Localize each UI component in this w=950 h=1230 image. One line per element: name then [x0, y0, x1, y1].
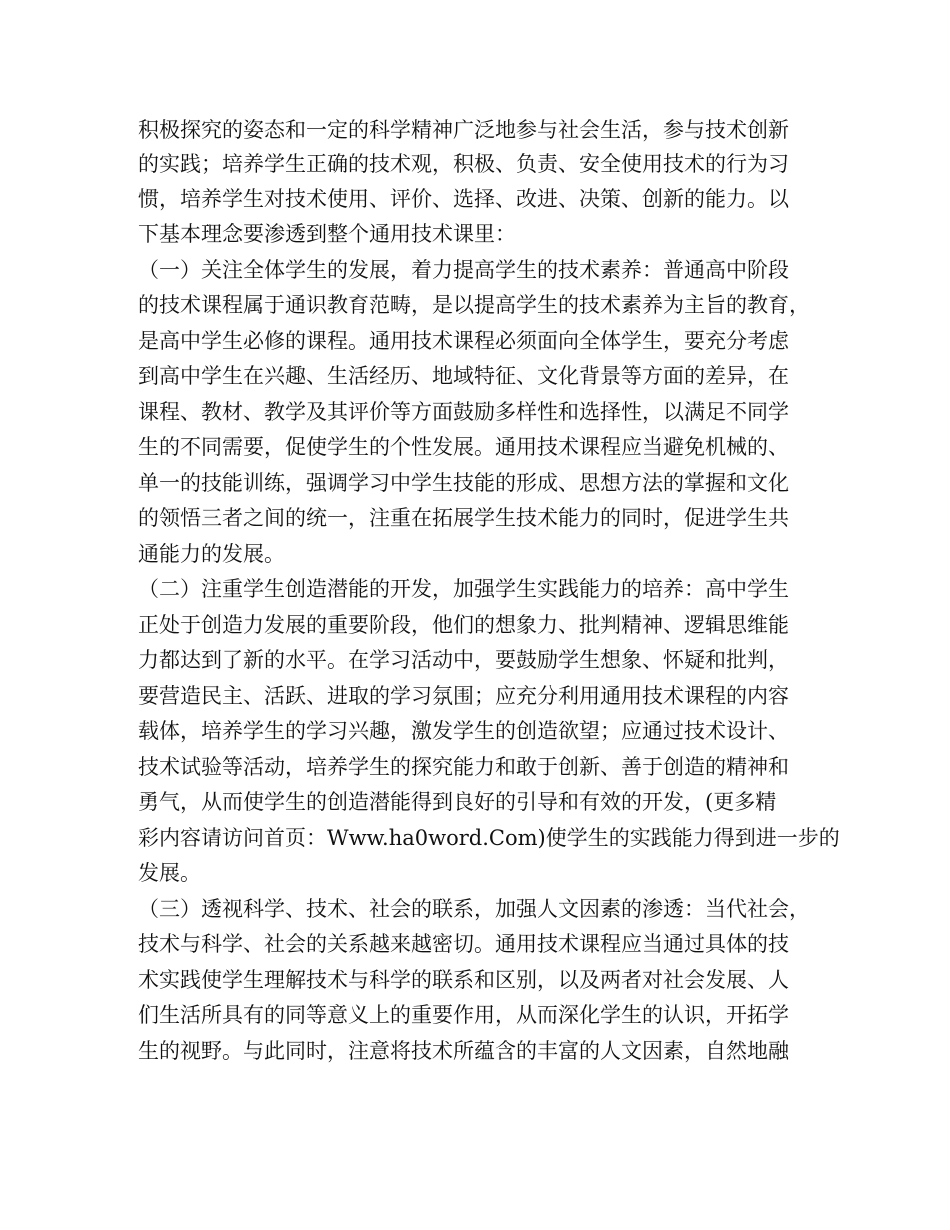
text-line: 载体，培养学生的学习兴趣，激发学生的创造欲望；应通过技术设计、: [138, 719, 789, 743]
text-line: 的技术课程属于通识教育范畴，是以提高学生的技术素养为主旨的教育，: [138, 293, 810, 317]
text-line: 生的视野。与此同时，注意将技术所蕴含的丰富的人文因素，自然地融: [138, 1039, 789, 1063]
text-line: 术实践使学生理解技术与科学的联系和区别，以及两者对社会发展、人: [138, 968, 789, 992]
text-line: 是高中学生必修的课程。通用技术课程必须面向全体学生，要充分考虑: [138, 329, 789, 353]
text-line: 到高中学生在兴趣、生活经历、地域特征、文化背景等方面的差异，在: [138, 364, 789, 388]
text-line: 发展。: [138, 861, 201, 885]
text-line: 彩内容请访问首页：Www.ha0word.Com)使学生的实践能力得到进一步的: [138, 826, 840, 850]
text-line: 通能力的发展。: [138, 542, 285, 566]
text-line: 下基本理念要渗透到整个通用技术课里：: [138, 222, 516, 246]
text-line: 课程、教材、教学及其评价等方面鼓励多样性和选择性，以满足不同学: [138, 400, 789, 424]
text-line: 要营造民主、活跃、进取的学习氛围；应充分利用通用技术课程的内容: [138, 684, 789, 708]
text-line: 的领悟三者之间的统一，注重在拓展学生技术能力的同时，促进学生共: [138, 506, 789, 530]
text-line: 单一的技能训练，强调学习中学生技能的形成、思想方法的掌握和文化: [138, 471, 789, 495]
text-line: （二）注重学生创造潜能的开发，加强学生实践能力的培养：高中学生: [138, 577, 789, 601]
text-line: 积极探究的姿态和一定的科学精神广泛地参与社会生活，参与技术创新: [138, 118, 789, 142]
text-line: 勇气，从而使学生的创造潜能得到良好的引导和有效的开发，(更多精: [138, 790, 777, 814]
text-line: 惯，培养学生对技术使用、评价、选择、改进、决策、创新的能力。以: [138, 187, 789, 211]
text-line: 力都达到了新的水平。在学习活动中，要鼓励学生想象、怀疑和批判，: [138, 648, 789, 672]
text-line: （一）关注全体学生的发展，着力提高学生的技术素养：普通高中阶段: [138, 258, 789, 282]
text-line: 正处于创造力发展的重要阶段，他们的想象力、批判精神、逻辑思维能: [138, 613, 789, 637]
text-line: （三）透视科学、技术、社会的联系，加强人文因素的渗透：当代社会，: [138, 897, 810, 921]
text-line: 技术试验等活动，培养学生的探究能力和敢于创新、善于创造的精神和: [138, 755, 789, 779]
text-line: 的实践；培养学生正确的技术观，积极、负责、安全使用技术的行为习: [138, 152, 789, 176]
text-line: 技术与科学、社会的关系越来越密切。通用技术课程应当通过具体的技: [138, 932, 789, 956]
text-line: 生的不同需要，促使学生的个性发展。通用技术课程应当避免机械的、: [138, 435, 789, 459]
text-line: 们生活所具有的同等意义上的重要作用，从而深化学生的认识，开拓学: [138, 1003, 789, 1027]
